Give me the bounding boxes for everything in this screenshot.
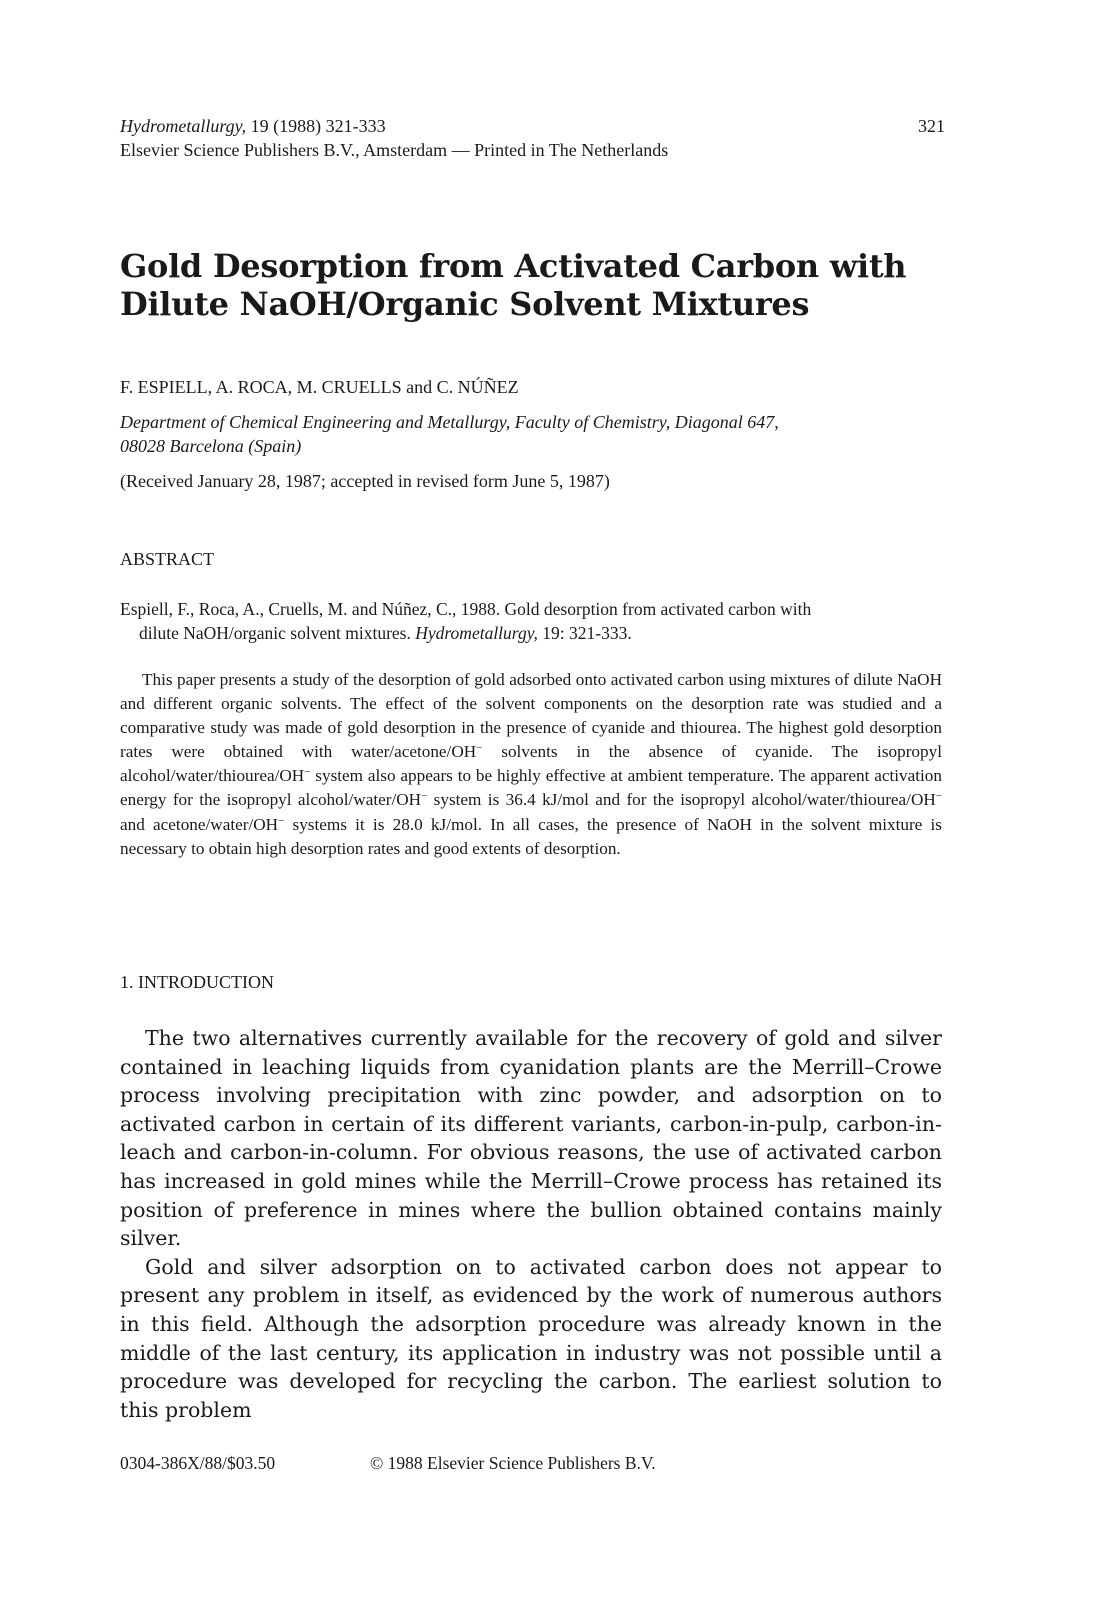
affiliation-line-1: Department of Chemical Engineering and Metallurgy, Faculty of Chemistry, Diagonal 647,: [120, 412, 779, 432]
citation-line-2: [120, 621, 950, 645]
paper-title: [120, 247, 960, 323]
citation-volume: 19: 321-333.: [537, 623, 632, 643]
journal-name: Hydrometallurgy,: [120, 116, 247, 136]
received-dates: (Received January 28, 1987; accepted in revised form June 5, 1987): [120, 471, 610, 491]
journal-citation: [120, 114, 386, 138]
abstract-text-a: This paper presents a study of the desorption of gold adsorbed onto activated carbon using mixtures of dilute NaOH and different organic solvents. The effect of the solvent components on the desorption rate was studied and a comparative study was made of gold desorption in the presence of cyanide and thiourea. The highest gold desorption rates were obtained with water/acetone/OH: [120, 670, 942, 762]
superscript-minus: −: [304, 766, 311, 779]
title-line-2: Dilute NaOH/Organic Solvent Mixtures: [120, 285, 810, 323]
abstract-text-b: solvents in the absence of cyanide. The isopropyl alcohol/water/thiourea/OH: [120, 742, 942, 786]
abstract-text-c: system also appears to be highly effective at ambient temperature. The apparent activation energy for the isopropyl alcohol/water/OH: [120, 766, 942, 810]
superscript-minus: −: [421, 790, 428, 803]
intro-paragraph-1: The two alternatives currently available for the recovery of gold and silver contained in leaching liquids from cyanidation plants are the Merrill–Crowe process involving precipitation with zinc powder, and adsorption on to activated carbon in certain of its different variants, carbon-in-pulp, carbon-in-leach and carbon-in-column. For obvious reasons, the use of activated carbon has increased in gold mines while the Merrill–Crowe process has retained its position of preference in mines where the bullion obtained contains mainly silver.: [120, 1026, 942, 1251]
superscript-minus: −: [476, 742, 483, 755]
superscript-minus: −: [278, 814, 285, 827]
citation-text: dilute NaOH/organic solvent mixtures.: [139, 623, 416, 643]
citation-journal: Hydrometallurgy,: [415, 623, 538, 643]
abstract-heading: ABSTRACT: [120, 549, 215, 569]
volume-pages: 19 (1988) 321-333: [246, 116, 386, 136]
footer-copyright: © 1988 Elsevier Science Publishers B.V.: [370, 1453, 656, 1473]
abstract-body: [120, 668, 942, 861]
authors: F. ESPIELL, A. ROCA, M. CRUELLS and C. NÚÑEZ: [120, 377, 519, 397]
publisher-line: Elsevier Science Publishers B.V., Amsterdam — Printed in The Netherlands: [120, 140, 669, 160]
intro-paragraph-2: Gold and silver adsorption on to activated carbon does not appear to present any problem in itself, as evidenced by the work of numerous authors in this field. Although the adsorption procedure was already known in the middle of the last century, its application in industry was not possible until a procedure was developed for recycling the carbon. The earliest solution to this problem: [120, 1254, 942, 1422]
title-line-1: Gold Desorption from Activated Carbon with: [120, 247, 907, 285]
abstract-citation: [120, 597, 950, 645]
introduction-heading: 1. INTRODUCTION: [120, 972, 274, 992]
citation-line-1: Espiell, F., Roca, A., Cruells, M. and Núñez, C., 1988. Gold desorption from activated carbon with: [120, 599, 812, 619]
page-number: 321: [918, 116, 945, 136]
affiliation-line-2: 08028 Barcelona (Spain): [120, 436, 302, 456]
introduction-body: [120, 1024, 942, 1424]
superscript-minus: −: [935, 790, 943, 803]
abstract-text-f: systems it is 28.0 kJ/mol. In all cases, the presence of NaOH in the solvent mixture is necessary to obtain high desorption rates and good extents of desorption.: [120, 814, 942, 858]
abstract-text-d: system is 36.4 kJ/mol and for the isopropyl alcohol/water/thiourea/OH: [427, 790, 936, 810]
footer-issn-price: 0304-386X/88/$03.50: [120, 1453, 276, 1473]
affiliation: [120, 410, 940, 458]
abstract-paragraph: [120, 668, 942, 861]
abstract-text-e: and acetone/water/OH: [120, 814, 279, 834]
